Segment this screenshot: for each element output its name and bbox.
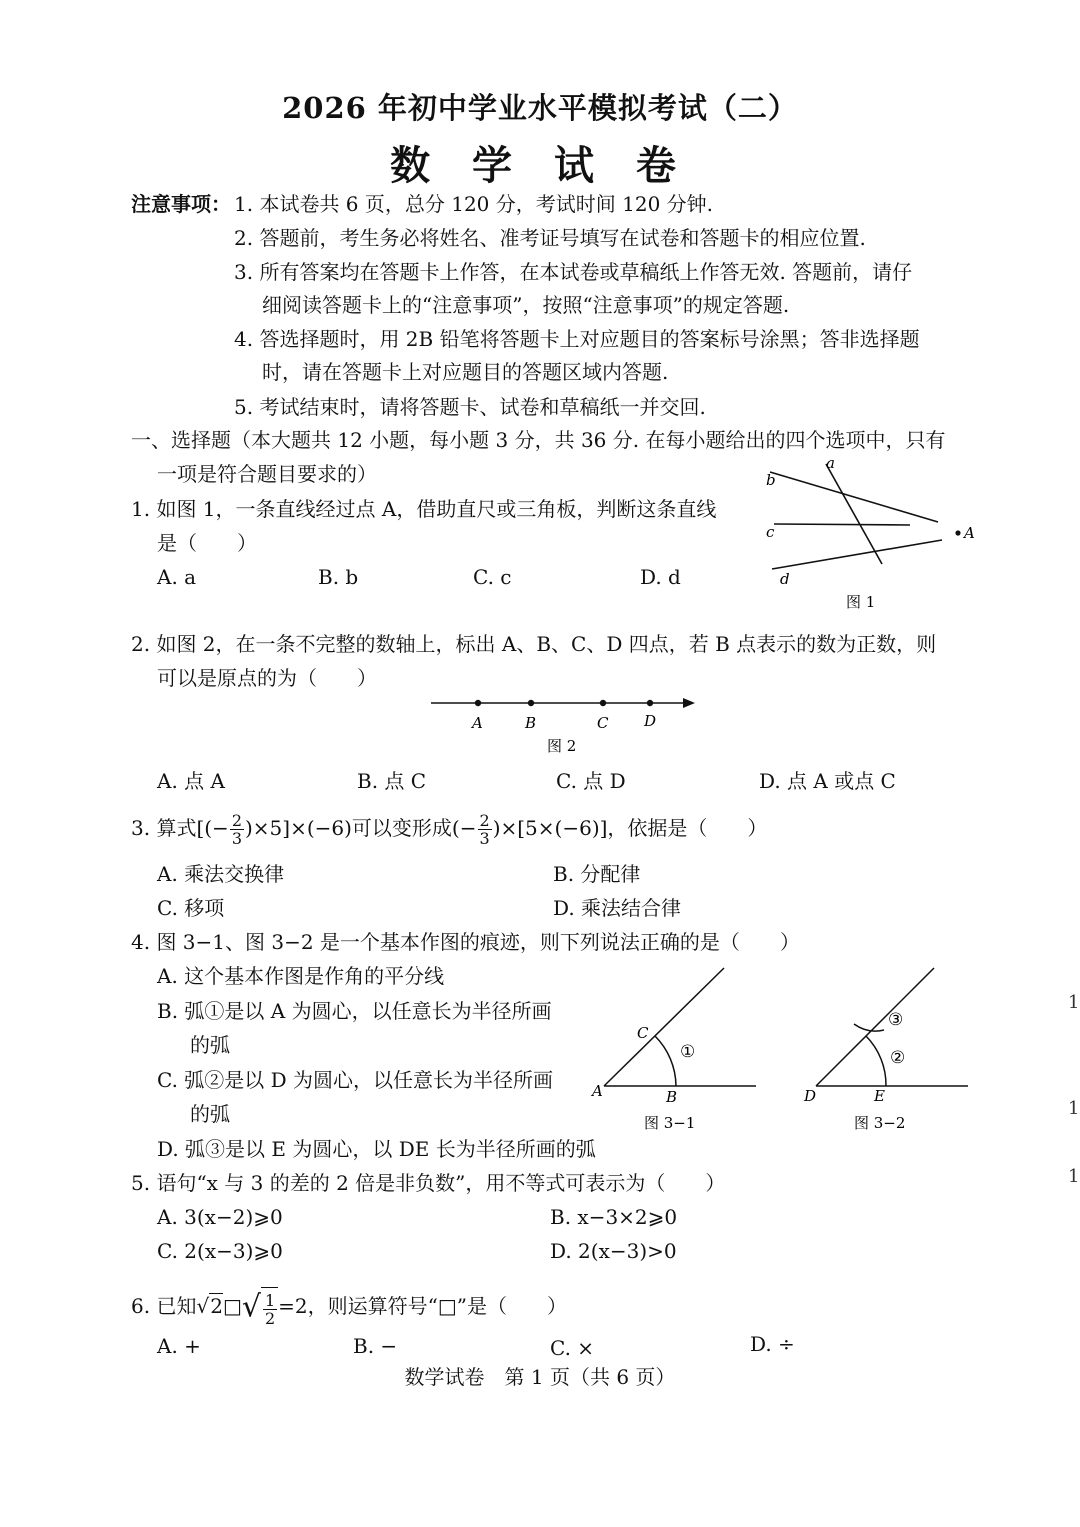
q3-option-d: D. 乘法结合律: [553, 896, 682, 920]
label-a: a: [826, 454, 835, 472]
section-heading: 一、选择题（本大题共 12 小题，每小题 3 分，共 36 分. 在每小题给出的四个选项中，只有: [131, 428, 946, 452]
label-point-a: A: [964, 524, 975, 542]
note-item: 4. 答选择题时，用 2B 铅笔将答题卡上对应题目的答案标号涂黑；答非选择题: [234, 327, 920, 351]
label-b: b: [766, 471, 776, 489]
q6-stem: 6. 已知√2□√ $\frac{1}{2}$ =2，则运算符号“□”是（ ）: [131, 1286, 567, 1328]
q4-option-a: A. 这个基本作图是作角的平分线: [157, 964, 445, 988]
q4-option-b-cont: 的弧: [190, 1033, 230, 1057]
note-item: 细阅读答题卡上的“注意事项”，按照“注意事项”的规定答题.: [262, 293, 790, 317]
notes-label: 注意事项：: [131, 192, 231, 216]
point-label-b: B: [525, 714, 537, 732]
figure-3-2: [798, 962, 978, 1137]
q1-stem: 1. 如图 1，一条直线经过点 A，借助直尺或三角板，判断这条直线: [131, 497, 717, 521]
q4-option-c-cont: 的弧: [190, 1102, 230, 1126]
arc-label-3: ③: [888, 1010, 904, 1030]
q5-option-b: B. x−3×2⩾0: [550, 1205, 678, 1229]
margin-mark: 1: [1068, 992, 1080, 1013]
q2-stem-cont: 可以是原点的为（ ）: [157, 666, 377, 690]
q5-option-a: A. 3(x−2)⩾0: [157, 1205, 283, 1229]
note-item: 5. 考试结束时，请将答题卡、试卷和草稿纸一并交回.: [234, 395, 706, 419]
figure-1: [750, 452, 990, 617]
arc-1: [655, 1036, 676, 1086]
q1-option-c: C. c: [473, 565, 512, 589]
point-label-d: D: [644, 712, 657, 730]
fraction: $\frac{1}{2}$: [264, 1291, 276, 1328]
q5-option-c: C. 2(x−3)⩾0: [157, 1239, 283, 1263]
note-item: 3. 所有答案均在答题卡上作答，在本试卷或草稿纸上作答无效. 答题前，请仔: [234, 260, 913, 284]
arc-3: [854, 1024, 884, 1031]
figure-1-caption: 图 1: [846, 593, 876, 611]
q1-option-b: B. b: [318, 565, 359, 589]
q2-option-d: D. 点 A 或点 C: [759, 769, 896, 793]
point-a-dot: [955, 530, 960, 535]
q6-option-b: B. −: [353, 1334, 398, 1358]
operator-box: □: [222, 1294, 242, 1318]
arrow-icon: [683, 698, 695, 708]
label-c: C: [637, 1024, 649, 1042]
line-c: [774, 524, 910, 525]
q5-option-d: D. 2(x−3)>0: [550, 1239, 677, 1263]
fraction: $\frac{2}{3}$: [231, 811, 242, 848]
margin-mark: 1: [1068, 1098, 1080, 1119]
figure-3-1-caption: 图 3−1: [644, 1114, 696, 1132]
label-d: d: [780, 570, 790, 588]
q4-option-d: D. 弧③是以 E 为圆心，以 DE 长为半径所画的弧: [157, 1137, 596, 1161]
note-item: 1. 本试卷共 6 页，总分 120 分，考试时间 120 分钟.: [234, 192, 714, 216]
q2-option-a: A. 点 A: [157, 769, 225, 793]
figure-3-1: [588, 962, 768, 1137]
q6-option-a: A. +: [157, 1334, 201, 1358]
q4-option-c: C. 弧②是以 D 为圆心，以任意长为半径所画: [157, 1068, 554, 1092]
q3-stem: 3. 算式[(− $\frac{2}{3}$ )×5]×(−6)可以变形成(− $\frac{2}{3}$ )×[5×(−6)]，依据是（ ）: [131, 811, 768, 848]
figure-2-caption: 图 2: [547, 737, 577, 755]
q6-option-d: D. ÷: [750, 1332, 795, 1356]
page-footer: 数学试卷 第 1 页（共 6 页）: [404, 1365, 676, 1389]
figure-2-number-line: [425, 690, 705, 760]
margin-mark: 1: [1068, 1166, 1080, 1187]
q2-stem: 2. 如图 2，在一条不完整的数轴上，标出 A、B、C、D 四点，若 B 点表示的数为正数，则: [131, 632, 937, 656]
line-d: [772, 540, 942, 569]
arc-label-2: ②: [890, 1048, 906, 1068]
line-a: [826, 464, 882, 564]
label-c: c: [766, 523, 775, 541]
q3-option-c: C. 移项: [157, 896, 225, 920]
note-item: 2. 答题前，考生务必将姓名、准考证号填写在试卷和答题卡的相应位置.: [234, 226, 866, 250]
label-b: B: [666, 1088, 678, 1106]
label-a: A: [592, 1082, 603, 1100]
q6-option-c: C. ×: [550, 1336, 595, 1360]
sqrt-icon: √: [196, 1294, 210, 1318]
q5-stem: 5. 语句“x 与 3 的差的 2 倍是非负数”，用不等式可表示为（ ）: [131, 1171, 726, 1195]
point-label-a: A: [472, 714, 483, 732]
q2-option-c: C. 点 D: [556, 769, 626, 793]
exam-title: 2026 年初中学业水平模拟考试（二）: [282, 91, 798, 125]
label-e: E: [874, 1087, 885, 1105]
point-label-c: C: [597, 714, 609, 732]
q4-option-b: B. 弧①是以 A 为圆心，以任意长为半径所画: [157, 999, 552, 1023]
sqrt-icon: √: [241, 1289, 261, 1325]
arc-label-1: ①: [680, 1042, 696, 1062]
q2-option-b: B. 点 C: [357, 769, 427, 793]
arc-2: [866, 1036, 886, 1086]
label-d: D: [804, 1087, 817, 1105]
fraction: $\frac{2}{3}$: [479, 811, 490, 848]
figure-3-2-caption: 图 3−2: [854, 1114, 906, 1132]
note-item: 时，请在答题卡上对应题目的答题区域内答题.: [262, 360, 669, 384]
q1-option-d: D. d: [640, 565, 681, 589]
q4-stem: 4. 图 3−1、图 3−2 是一个基本作图的痕迹，则下列说法正确的是（ ）: [131, 930, 800, 954]
q1-stem-cont: 是（ ）: [157, 531, 257, 555]
exam-subtitle: 数 学 试 卷: [390, 142, 690, 189]
q1-option-a: A. a: [157, 565, 197, 589]
q3-option-b: B. 分配律: [553, 862, 641, 886]
section-heading-cont: 一项是符合题目要求的）: [157, 462, 377, 486]
q3-option-a: A. 乘法交换律: [157, 862, 285, 886]
